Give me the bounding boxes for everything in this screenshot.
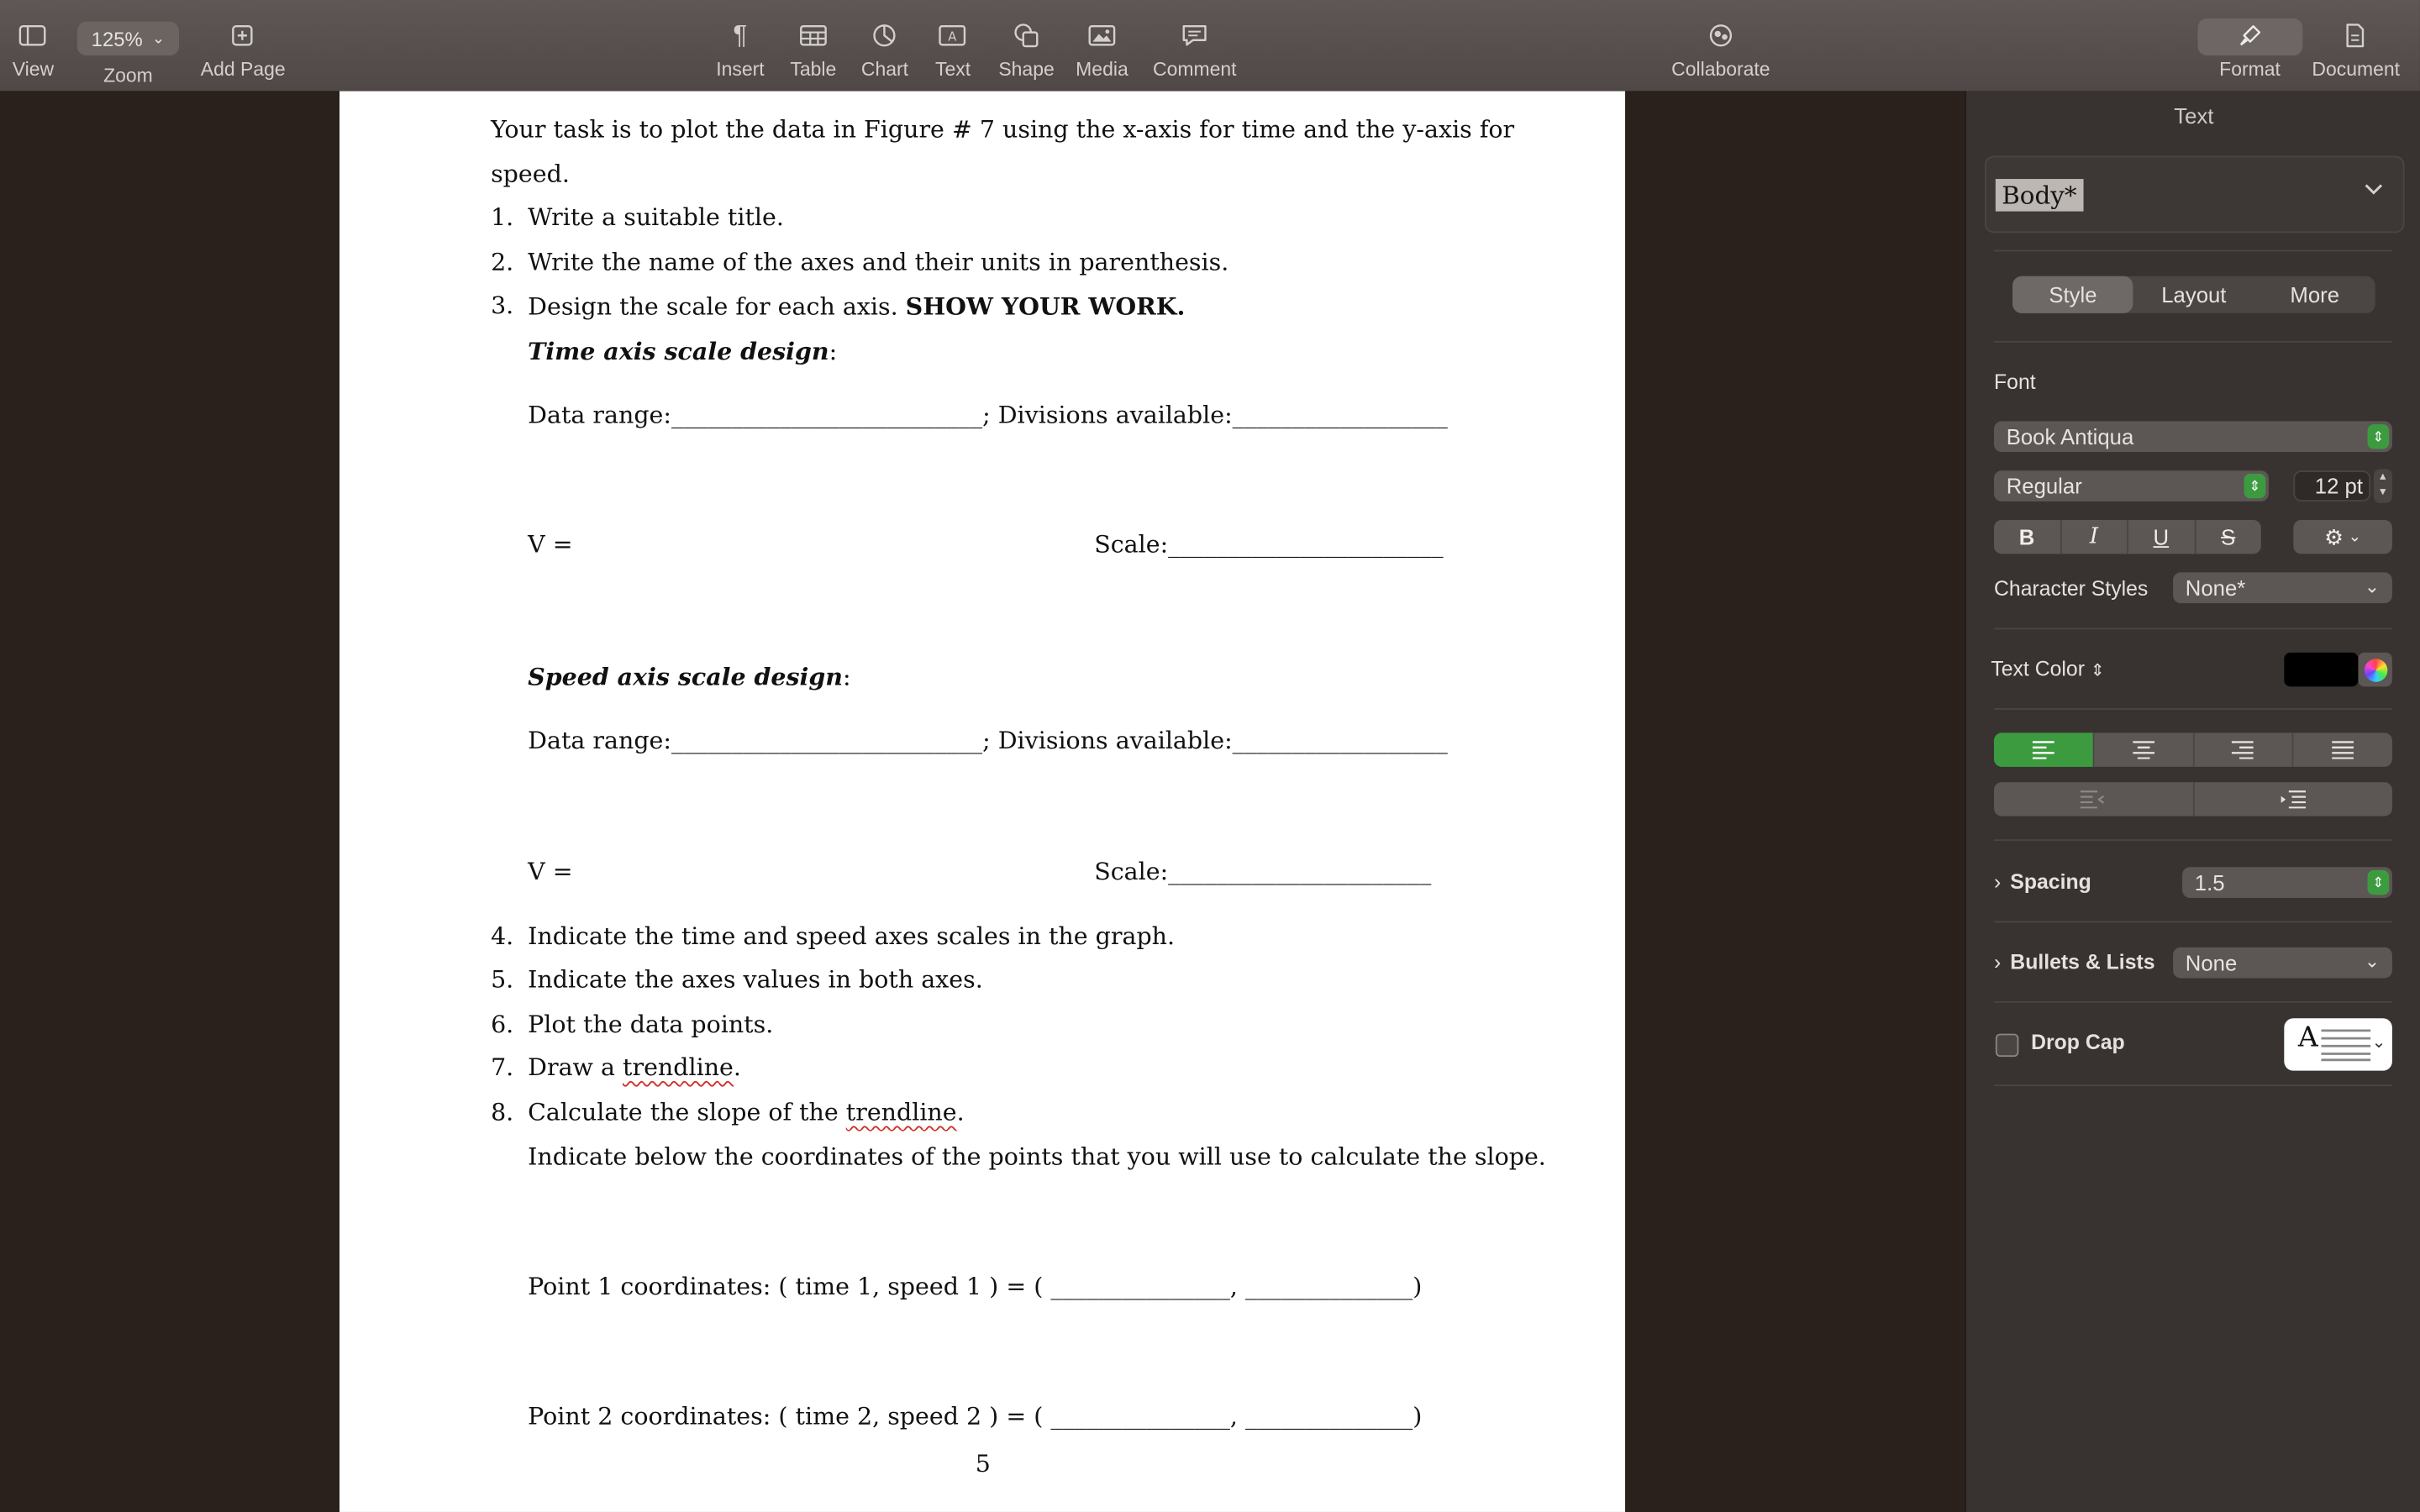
spacing-label: Spacing	[2010, 869, 2091, 894]
list-number: 2.	[491, 248, 514, 276]
alignment-buttons	[1994, 732, 2392, 766]
chevron-down-icon: ⌄	[2364, 950, 2381, 973]
document-label: Document	[2312, 58, 2401, 81]
up-down-arrows-icon: ⇕	[2090, 661, 2105, 680]
shape-button[interactable]	[998, 15, 1054, 80]
period: .	[956, 1098, 965, 1126]
gear-icon: ⚙ ⌄	[2324, 523, 2362, 549]
drop-cap-letter: A	[2297, 1021, 2318, 1054]
font-size-stepper[interactable]: ▴ ▾	[2374, 469, 2392, 502]
view-label: View	[12, 58, 55, 81]
list-item: Plot the data points.	[528, 1011, 774, 1039]
format-label: Format	[2219, 58, 2281, 81]
tab-style[interactable]: Style	[2012, 276, 2133, 313]
list-item	[528, 1099, 965, 1126]
list-number: 7.	[491, 1053, 514, 1082]
chart-label: Chart	[860, 58, 909, 81]
chevron-right-icon: ›	[1994, 869, 2002, 894]
point-2-coordinates: Point 2 coordinates: ( time 2, speed 2 ) = ( _______________, ______________)	[528, 1402, 1423, 1431]
drop-cap-label: Drop Cap	[2031, 1030, 2125, 1054]
time-data-range: Data range:__________________________; Divisions available:__________________	[528, 401, 1448, 429]
spacing-disclosure[interactable]	[1994, 870, 2091, 894]
drop-cap-preview-icon	[2321, 1027, 2373, 1061]
table-button[interactable]	[790, 15, 836, 80]
character-styles-select[interactable]	[2173, 572, 2392, 603]
chevron-right-icon: ›	[1994, 950, 2002, 974]
speed-data-range: Data range:__________________________; Divisions available:__________________	[528, 727, 1448, 755]
photo-icon	[1088, 15, 1116, 55]
character-styles-value: None*	[2185, 575, 2246, 601]
divider	[1994, 839, 2392, 841]
align-center-icon[interactable]	[2094, 732, 2194, 766]
period: .	[733, 1053, 741, 1082]
media-button[interactable]	[1076, 15, 1128, 80]
character-styles-label: Character Styles	[1994, 576, 2149, 601]
bullets-lists-label: Bullets & Lists	[2010, 950, 2155, 974]
format-inspector	[1965, 91, 2420, 1512]
intro-line-1: Your task is to plot the data in Figure # 7 using the x-axis for time and the y-axis for	[491, 115, 1515, 144]
paragraph-style-name: Body*	[1996, 179, 2083, 212]
spacing-value: 1.5	[2194, 869, 2225, 895]
misspelled-word[interactable]: trendline	[845, 1098, 957, 1126]
misspelled-word[interactable]: trendline	[623, 1053, 734, 1082]
list-number: 6.	[491, 1011, 514, 1039]
divider	[1994, 341, 2392, 343]
speed-axis-heading	[528, 662, 850, 691]
comment-icon	[1181, 15, 1208, 55]
list-number: 3.	[491, 291, 514, 320]
color-wheel-icon	[2364, 658, 2387, 681]
paragraph-style-selector[interactable]	[1985, 156, 2405, 234]
bullets-lists-value: None	[2185, 950, 2238, 975]
comment-button[interactable]	[1153, 15, 1237, 80]
shape-label: Shape	[998, 58, 1055, 81]
show-your-work: SHOW YOUR WORK.	[905, 291, 1186, 322]
zoom-select[interactable]	[77, 22, 179, 55]
insert-button[interactable]	[716, 15, 764, 80]
colon: :	[829, 338, 838, 366]
list-item-text: Calculate the slope of the	[528, 1098, 846, 1126]
inspector-title: Text	[2174, 103, 2214, 129]
list-number: 4.	[491, 922, 514, 951]
format-button[interactable]	[2219, 15, 2281, 80]
insert-label: Insert	[716, 58, 765, 81]
bullets-lists-disclosure[interactable]	[1994, 950, 2155, 974]
time-heading-text: Time axis scale design	[528, 336, 829, 366]
list-item: Write a suitable title.	[528, 203, 784, 232]
text-label: Text	[935, 58, 971, 81]
view-button[interactable]	[13, 15, 54, 80]
spacing-select[interactable]	[2182, 867, 2392, 898]
add-page-icon	[232, 15, 254, 55]
table-icon	[799, 15, 827, 55]
list-item: Write the name of the axes and their units in parenthesis.	[528, 248, 1229, 276]
bullets-lists-select[interactable]	[2173, 948, 2392, 979]
collaborate-button[interactable]	[1671, 15, 1770, 80]
font-size-value: 12 pt	[2314, 473, 2363, 499]
text-color-label-text: Text Color	[1991, 657, 2085, 680]
list-item-text: Draw a	[528, 1053, 623, 1082]
collaborate-label: Collaborate	[1671, 58, 1770, 81]
text-color-label[interactable]	[1991, 657, 2104, 680]
list-item	[528, 291, 1185, 321]
align-right-icon[interactable]	[2194, 732, 2294, 766]
font-size-field[interactable]	[2293, 470, 2370, 501]
justify-icon[interactable]	[2294, 732, 2392, 766]
up-down-arrows-icon: ⇕	[2367, 870, 2389, 895]
speed-v-equals: V =	[528, 858, 573, 886]
sidebar-icon	[19, 15, 47, 55]
font-weight-value: Regular	[2006, 473, 2082, 499]
tab-layout[interactable]: Layout	[2161, 282, 2227, 307]
list-number: 1.	[491, 203, 514, 232]
document-icon	[2345, 15, 2367, 55]
text-color-swatch[interactable]	[2284, 653, 2358, 686]
list-number: 5.	[491, 965, 514, 994]
color-wheel-button[interactable]	[2358, 653, 2391, 686]
chart-pie-icon	[872, 15, 897, 55]
list-item: Indicate the axes values in both axes.	[528, 965, 983, 994]
shape-icon	[1013, 15, 1040, 55]
text-box-icon	[939, 15, 967, 55]
intro-line-2: speed.	[491, 160, 570, 189]
divider	[1994, 1001, 2392, 1003]
chart-button[interactable]	[861, 15, 908, 80]
decrease-indent-icon[interactable]	[1994, 782, 2194, 816]
up-down-arrows-icon: ⇕	[2244, 474, 2266, 498]
time-v-equals: V =	[528, 530, 573, 559]
increase-indent-icon[interactable]	[2194, 782, 2392, 816]
indent-buttons	[1994, 782, 2392, 816]
indicate-below-text: Indicate below the coordinates of the points that you will use to calculate the slope.	[528, 1142, 1546, 1172]
colon: :	[842, 663, 851, 691]
page-number: 5	[975, 1450, 991, 1478]
tab-more[interactable]: More	[2290, 282, 2340, 307]
document-canvas[interactable]	[0, 91, 1965, 1512]
font-weight-select[interactable]	[1994, 470, 2269, 501]
text-button[interactable]	[935, 15, 971, 80]
font-family-select[interactable]	[1994, 421, 2392, 452]
add-page-label: Add Page	[200, 58, 286, 81]
collaborate-icon	[1707, 15, 1734, 55]
strikethrough-button[interactable]: S	[2221, 524, 2236, 549]
divider	[1994, 921, 2392, 923]
time-axis-heading	[528, 336, 837, 365]
comment-label: Comment	[1153, 58, 1237, 81]
document-button[interactable]	[2312, 15, 2400, 80]
divider	[1994, 250, 2392, 252]
drop-cap-checkbox[interactable]	[1996, 1034, 2019, 1058]
divider	[1994, 1084, 2392, 1086]
align-left-icon[interactable]	[1994, 732, 2094, 766]
time-scale: Scale:_______________________	[1094, 530, 1444, 559]
font-section-label: Font	[1994, 370, 2036, 394]
paintbrush-icon	[2238, 15, 2262, 55]
chevron-down-icon: ⌄	[2371, 1033, 2386, 1053]
drop-cap-style-picker[interactable]	[2284, 1018, 2392, 1070]
paragraph-icon: ¶	[733, 19, 748, 50]
zoom-control[interactable]	[77, 18, 179, 87]
zoom-value: 125%	[91, 27, 143, 50]
up-down-arrows-icon: ⇕	[2367, 424, 2389, 449]
list-item-text: Design the scale for each axis.	[528, 292, 906, 322]
font-family-value: Book Antiqua	[2006, 424, 2134, 449]
chevron-down-icon	[2363, 179, 2385, 202]
bold-button[interactable]: B	[1994, 520, 2061, 554]
italic-button[interactable]: I	[2061, 520, 2128, 554]
chevron-down-icon: ⌄	[151, 29, 166, 48]
document-page[interactable]	[339, 91, 1625, 1512]
text-inspector-tabs	[2012, 276, 2375, 313]
advanced-options-button[interactable]	[2293, 520, 2392, 554]
svg-text:A: A	[949, 29, 958, 45]
speed-scale: Scale:______________________	[1094, 858, 1432, 886]
add-page-button[interactable]	[201, 15, 286, 80]
text-style-buttons	[1994, 520, 2261, 554]
chevron-down-icon: ⌄	[2364, 575, 2381, 597]
point-1-coordinates: Point 1 coordinates: ( time 1, speed 1 ) = ( _______________, ______________)	[528, 1273, 1423, 1301]
divider	[1994, 708, 2392, 710]
media-label: Media	[1076, 58, 1128, 81]
toolbar	[0, 0, 2420, 92]
list-item: Indicate the time and speed axes scales in the graph.	[528, 922, 1176, 951]
table-label: Table	[790, 58, 837, 81]
list-number: 8.	[491, 1098, 514, 1126]
divider	[1994, 628, 2392, 630]
list-item	[528, 1053, 741, 1081]
speed-heading-text: Speed axis scale design	[528, 661, 843, 691]
zoom-label: Zoom	[103, 65, 153, 87]
underline-button[interactable]: U	[2128, 520, 2196, 554]
